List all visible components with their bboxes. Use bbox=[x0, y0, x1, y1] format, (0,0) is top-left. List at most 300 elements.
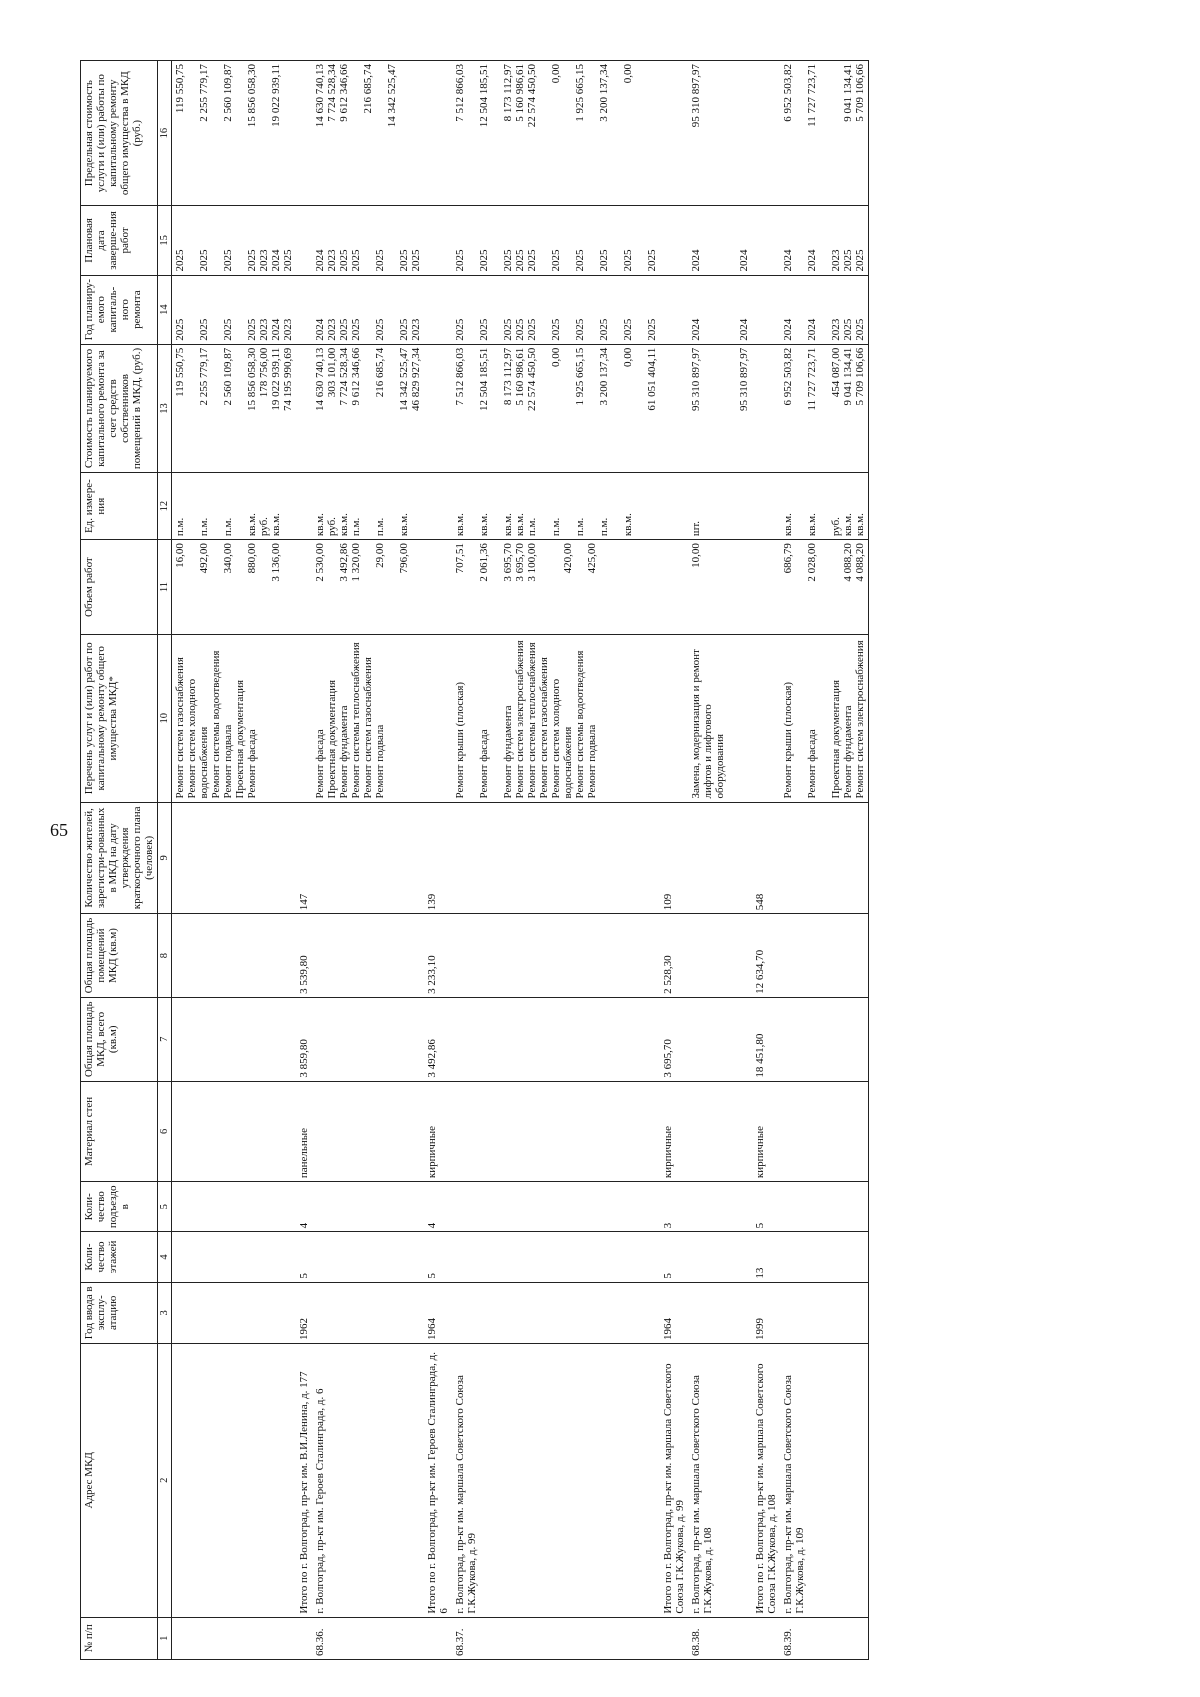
cell-line: 6 952 503,82 bbox=[782, 64, 794, 122]
cell-line: 2024 bbox=[690, 249, 702, 272]
table-row bbox=[312, 61, 424, 1660]
rotated-page bbox=[80, 60, 1200, 1660]
table-cell: 68.37. bbox=[452, 1617, 660, 1659]
cell-line: 5 709 106,66 bbox=[854, 64, 866, 122]
cell-line bbox=[362, 279, 374, 341]
cell-line: Ремонт фасада bbox=[478, 729, 490, 799]
table-cell bbox=[312, 275, 424, 344]
cell-line bbox=[386, 348, 398, 469]
cell-line: 7 512 866,03 bbox=[454, 347, 466, 406]
cell-line: 46 829 927,34 bbox=[410, 347, 422, 411]
cell-line: 2023 bbox=[282, 318, 294, 341]
cell-line bbox=[702, 279, 714, 341]
cell-line bbox=[466, 638, 478, 798]
cell-line: Проектная документация bbox=[326, 679, 338, 799]
cell-line bbox=[466, 209, 478, 271]
cell-line: 2024 bbox=[738, 249, 750, 272]
cell-line bbox=[466, 543, 478, 631]
cell-line bbox=[818, 543, 830, 631]
cell-line bbox=[186, 209, 198, 271]
cell-line bbox=[726, 348, 738, 469]
cell-line bbox=[362, 209, 374, 271]
cell-line: 2025 bbox=[246, 249, 258, 272]
cell-line bbox=[794, 348, 806, 469]
table-cell bbox=[752, 275, 780, 344]
cell-line bbox=[538, 543, 550, 631]
cell-line bbox=[634, 209, 646, 271]
cell-line: 3 136,00 bbox=[270, 543, 282, 582]
table-cell: 3 bbox=[660, 1182, 688, 1232]
table-cell bbox=[424, 635, 452, 802]
table-cell bbox=[172, 540, 297, 635]
table-cell bbox=[452, 61, 660, 206]
cell-line: кв.м. bbox=[314, 513, 326, 537]
table-cell: 68.39. bbox=[780, 1617, 869, 1659]
cell-line: 16,00 bbox=[174, 543, 186, 568]
cell-line: п.м. bbox=[222, 517, 234, 537]
cell-line: 2025 bbox=[574, 318, 586, 341]
cell-line: 2025 bbox=[350, 249, 362, 272]
cell-line bbox=[794, 64, 806, 202]
cell-line bbox=[466, 64, 478, 202]
cell-line: 2 255 779,17 bbox=[198, 347, 210, 406]
header-cell: Общая площадь МКД, всего (кв.м) bbox=[81, 997, 158, 1081]
table-cell bbox=[312, 635, 424, 802]
cell-line: 2025 bbox=[246, 318, 258, 341]
cell-line: 4 088,20 bbox=[854, 543, 866, 582]
cell-line bbox=[610, 279, 622, 341]
table-cell: 1999 bbox=[752, 1282, 780, 1343]
table-cell bbox=[312, 61, 424, 206]
cell-line: руб. bbox=[326, 517, 338, 537]
table-cell bbox=[780, 540, 869, 635]
cell-line: Ремонт подвала bbox=[374, 724, 386, 799]
cell-line: 2023 bbox=[326, 318, 338, 341]
cell-line bbox=[234, 279, 246, 341]
cell-line: 1 320,00 bbox=[350, 543, 362, 582]
cell-line: кв.м. bbox=[806, 513, 818, 537]
cell-line bbox=[386, 279, 398, 341]
table-cell bbox=[688, 61, 752, 206]
cell-line: 3 200 137,34 bbox=[598, 347, 610, 406]
header-row bbox=[81, 61, 158, 1660]
table-cell bbox=[296, 1617, 312, 1659]
table-cell bbox=[172, 914, 297, 998]
cell-line: 2025 bbox=[222, 318, 234, 341]
table-cell bbox=[452, 344, 660, 472]
cell-line: 9 041 134,41 bbox=[842, 64, 854, 122]
cell-line: Ремонт системы водоотведения bbox=[574, 650, 586, 799]
cell-line: п.м. bbox=[598, 517, 610, 537]
table-row bbox=[424, 61, 452, 1660]
cell-line bbox=[490, 209, 502, 271]
cell-line: 707,51 bbox=[454, 543, 466, 574]
column-number-cell: 15 bbox=[158, 206, 172, 275]
cell-line: 9 612 346,66 bbox=[350, 347, 362, 406]
cell-line bbox=[702, 348, 714, 469]
header-cell: Перечень услуг и (или) работ по капитальному ремонту общего имущества МКД* bbox=[81, 635, 158, 802]
cell-line: Ремонт фасада bbox=[246, 729, 258, 799]
header-cell: Год ввода в эксплу-атацию bbox=[81, 1282, 158, 1343]
cell-line: Ремонт крыши (плоская) bbox=[782, 681, 794, 799]
column-number-cell: 8 bbox=[158, 914, 172, 998]
cell-line bbox=[714, 209, 726, 271]
cell-line: кв.м. bbox=[454, 513, 466, 537]
cell-line: Ремонт подвала bbox=[586, 724, 598, 799]
table-cell: кирпичные bbox=[660, 1081, 688, 1181]
column-number-cell: 2 bbox=[158, 1344, 172, 1618]
cell-line: 2025 bbox=[338, 318, 350, 341]
cell-line: 2025 bbox=[174, 318, 186, 341]
table-cell: 5 bbox=[296, 1232, 312, 1282]
cell-line: 95 310 897,97 bbox=[738, 347, 750, 411]
column-numbers-row bbox=[158, 61, 172, 1660]
cell-line: 2025 bbox=[350, 318, 362, 341]
table-cell bbox=[688, 1232, 752, 1282]
table-cell bbox=[296, 344, 312, 472]
cell-line: Ремонт систем газоснабжения bbox=[538, 657, 550, 799]
table-cell bbox=[780, 1282, 869, 1343]
cell-line: 2025 bbox=[374, 318, 386, 341]
cell-line: 2025 bbox=[842, 249, 854, 272]
table-cell bbox=[312, 473, 424, 540]
table-cell bbox=[780, 802, 869, 914]
column-number-cell: 14 bbox=[158, 275, 172, 344]
cell-line bbox=[362, 543, 374, 631]
cell-line: 2025 bbox=[198, 318, 210, 341]
cell-line bbox=[466, 476, 478, 536]
cell-line: 2025 bbox=[598, 249, 610, 272]
cell-line bbox=[634, 279, 646, 341]
cell-line bbox=[794, 476, 806, 536]
cell-line: 6 952 503,82 bbox=[782, 347, 794, 406]
cell-line: 7 724 528,34 bbox=[338, 347, 350, 406]
column-number-cell: 1 bbox=[158, 1617, 172, 1659]
table-cell bbox=[424, 275, 452, 344]
cell-line: 19 022 939,11 bbox=[270, 347, 282, 411]
table-cell bbox=[296, 473, 312, 540]
cell-line: 15 856 058,30 bbox=[246, 347, 258, 411]
cell-line: Ремонт фасада bbox=[314, 729, 326, 799]
table-cell: 548 bbox=[752, 802, 780, 914]
cell-line: 2025 bbox=[526, 249, 538, 272]
cell-line: 420,00 bbox=[562, 543, 574, 574]
header-cell: Стоимость планируемого капитального ремонта за счет средств собственников помещений в МКД, (руб.) bbox=[81, 344, 158, 472]
cell-line bbox=[466, 279, 478, 341]
table-row bbox=[172, 61, 297, 1660]
table-cell bbox=[688, 206, 752, 275]
table-cell bbox=[312, 914, 424, 998]
table-cell bbox=[172, 1344, 297, 1618]
cell-line: 2025 bbox=[478, 318, 490, 341]
table-cell bbox=[688, 275, 752, 344]
cell-line bbox=[830, 543, 842, 631]
cell-line bbox=[210, 476, 222, 536]
header-cell: Ед. измере-ния bbox=[81, 473, 158, 540]
cell-line: 178 756,00 bbox=[258, 347, 270, 398]
cell-line bbox=[186, 348, 198, 469]
table-cell bbox=[424, 61, 452, 206]
cell-line: Ремонт фундамента bbox=[502, 705, 514, 799]
table-cell: г. Волгоград, пр-кт им. маршала Советского Союза Г.К.Жукова, д. 109 bbox=[780, 1344, 869, 1618]
table-cell bbox=[172, 344, 297, 472]
cell-line: Ремонт систем холодного водоснабжения bbox=[550, 678, 574, 799]
cell-line bbox=[234, 64, 246, 202]
cell-line bbox=[562, 348, 574, 469]
table-cell bbox=[452, 540, 660, 635]
cell-line bbox=[210, 543, 222, 631]
cell-line bbox=[362, 348, 374, 469]
cell-line: 8 173 112,97 bbox=[502, 64, 514, 122]
cell-line: руб. bbox=[830, 517, 842, 537]
cell-line bbox=[586, 209, 598, 271]
cell-line: 2025 bbox=[478, 249, 490, 272]
cell-line: 0,00 bbox=[550, 64, 562, 84]
table-cell: 3 539,80 bbox=[296, 914, 312, 998]
cell-line bbox=[726, 209, 738, 271]
table-cell: 3 233,10 bbox=[424, 914, 452, 998]
cell-line bbox=[794, 279, 806, 341]
cell-line: Ремонт систем газоснабжения bbox=[174, 657, 186, 799]
cell-line: 95 310 897,97 bbox=[690, 64, 702, 128]
cell-line bbox=[490, 348, 502, 469]
cell-line bbox=[610, 209, 622, 271]
table-cell bbox=[780, 997, 869, 1081]
cell-line: 11 727 723,71 bbox=[806, 347, 818, 411]
cell-line: Ремонт системы теплоснабжения bbox=[526, 642, 538, 799]
header-cell: № п/п bbox=[81, 1617, 158, 1659]
table-row bbox=[752, 61, 780, 1660]
cell-line: 2025 bbox=[574, 249, 586, 272]
table-cell bbox=[660, 1617, 688, 1659]
cell-line bbox=[562, 279, 574, 341]
table-cell bbox=[752, 344, 780, 472]
cell-line: 119 550,75 bbox=[174, 64, 186, 114]
cell-line: 2025 bbox=[502, 249, 514, 272]
table-cell bbox=[780, 1232, 869, 1282]
cell-line: 2 028,00 bbox=[806, 543, 818, 582]
cell-line: 119 550,75 bbox=[174, 347, 186, 397]
cell-line: 2024 bbox=[314, 318, 326, 341]
table-cell bbox=[296, 635, 312, 802]
cell-line: 14 342 525,47 bbox=[386, 64, 398, 128]
cell-line bbox=[726, 279, 738, 341]
cell-line: 11 727 723,71 bbox=[806, 64, 818, 127]
cell-line: кв.м. bbox=[782, 513, 794, 537]
table-cell: Итого по г. Волгоград, пр-кт им. маршала Советского Союза Г.К.Жукова, д. 99 bbox=[660, 1344, 688, 1618]
cell-line bbox=[210, 209, 222, 271]
cell-line: 14 342 525,47 bbox=[398, 347, 410, 411]
table-cell bbox=[780, 61, 869, 206]
table-cell bbox=[660, 473, 688, 540]
cell-line: 2025 bbox=[338, 249, 350, 272]
cell-line bbox=[326, 543, 338, 631]
table-cell: 109 bbox=[660, 802, 688, 914]
cell-line bbox=[386, 209, 398, 271]
table-cell: 5 bbox=[660, 1232, 688, 1282]
capital-repair-table bbox=[80, 60, 869, 1660]
cell-line bbox=[466, 348, 478, 469]
cell-line: 9 612 346,66 bbox=[338, 64, 350, 122]
cell-line bbox=[574, 543, 586, 631]
cell-line: 2 560 109,87 bbox=[222, 64, 234, 122]
table-cell bbox=[296, 61, 312, 206]
cell-line bbox=[562, 476, 574, 536]
cell-line: 29,00 bbox=[374, 543, 386, 568]
table-row bbox=[688, 61, 752, 1660]
cell-line: 74 195 990,69 bbox=[282, 347, 294, 411]
cell-line: кв.м. bbox=[854, 513, 866, 537]
cell-line bbox=[634, 348, 646, 469]
table-cell bbox=[780, 914, 869, 998]
cell-line bbox=[818, 638, 830, 798]
cell-line bbox=[258, 543, 270, 631]
cell-line: 2025 bbox=[398, 318, 410, 341]
cell-line: 454 087,00 bbox=[830, 347, 842, 398]
table-cell: 4 bbox=[424, 1182, 452, 1232]
header-cell: Коли-чество этажей bbox=[81, 1232, 158, 1282]
cell-line: 8 173 112,97 bbox=[502, 347, 514, 406]
cell-line bbox=[818, 348, 830, 469]
cell-line: п.м. bbox=[374, 517, 386, 537]
cell-line bbox=[714, 348, 726, 469]
cell-line: 22 574 450,50 bbox=[526, 347, 538, 411]
table-cell bbox=[452, 1081, 660, 1181]
cell-line bbox=[186, 279, 198, 341]
table-cell: 3 859,80 bbox=[296, 997, 312, 1081]
table-cell bbox=[688, 344, 752, 472]
cell-line: п.м. bbox=[550, 517, 562, 537]
table-cell bbox=[452, 1232, 660, 1282]
table-row bbox=[452, 61, 660, 1660]
table-cell bbox=[780, 1081, 869, 1181]
cell-line: кв.м. bbox=[622, 513, 634, 537]
table-cell bbox=[312, 1182, 424, 1232]
cell-line: 2 061,36 bbox=[478, 543, 490, 582]
table-cell bbox=[452, 914, 660, 998]
cell-line bbox=[586, 279, 598, 341]
cell-line bbox=[234, 348, 246, 469]
cell-line: кв.м. bbox=[246, 513, 258, 537]
table-cell: 1964 bbox=[424, 1282, 452, 1343]
cell-line bbox=[538, 279, 550, 341]
cell-line bbox=[714, 279, 726, 341]
cell-line bbox=[350, 64, 362, 202]
cell-line: 2025 bbox=[282, 249, 294, 272]
cell-line: Ремонт систем электроснабжения bbox=[514, 640, 526, 799]
cell-line: 2025 bbox=[410, 249, 422, 272]
column-number-cell: 7 bbox=[158, 997, 172, 1081]
cell-line: руб. bbox=[258, 517, 270, 537]
table-cell bbox=[752, 635, 780, 802]
table-cell bbox=[688, 802, 752, 914]
cell-line: 2025 bbox=[854, 249, 866, 272]
table-cell bbox=[312, 1232, 424, 1282]
cell-line: Ремонт систем электроснабжения bbox=[854, 640, 866, 799]
cell-line bbox=[234, 209, 246, 271]
cell-line bbox=[562, 64, 574, 202]
cell-line bbox=[210, 64, 222, 202]
cell-line: 2025 bbox=[374, 249, 386, 272]
cell-line: 14 630 740,13 bbox=[314, 347, 326, 411]
cell-line bbox=[490, 638, 502, 798]
cell-line bbox=[538, 64, 550, 202]
table-cell: Итого по г. Волгоград, пр-кт им. маршала Советского Союза Г.К.Жукова, д. 108 bbox=[752, 1344, 780, 1618]
cell-line: 2023 bbox=[830, 249, 842, 272]
cell-line bbox=[610, 476, 622, 536]
table-cell: 3 492,86 bbox=[424, 997, 452, 1081]
cell-line bbox=[374, 64, 386, 202]
cell-line bbox=[210, 348, 222, 469]
column-number-cell: 12 bbox=[158, 473, 172, 540]
table-row bbox=[296, 61, 312, 1660]
cell-line: 2023 bbox=[258, 318, 270, 341]
cell-line: Проектная документация bbox=[234, 679, 246, 799]
page-number: 65 bbox=[50, 820, 68, 840]
cell-line: Ремонт подвала bbox=[222, 724, 234, 799]
cell-line: 2024 bbox=[782, 318, 794, 341]
table-cell bbox=[424, 473, 452, 540]
header-cell: Объем работ bbox=[81, 540, 158, 635]
cell-line bbox=[586, 64, 598, 202]
table-cell: 18 451,80 bbox=[752, 997, 780, 1081]
cell-line: 22 574 450,50 bbox=[526, 64, 538, 128]
column-number-cell: 10 bbox=[158, 635, 172, 802]
cell-line: 61 051 404,11 bbox=[646, 347, 658, 411]
table-body bbox=[172, 61, 869, 1660]
table-cell: 139 bbox=[424, 802, 452, 914]
header-cell: Общая площадь помещений МКД (кв.м) bbox=[81, 914, 158, 998]
cell-line bbox=[186, 543, 198, 631]
cell-line: Ремонт фундамента bbox=[842, 705, 854, 799]
cell-line: Ремонт системы водоотведения bbox=[210, 650, 222, 799]
table-cell: 4 bbox=[296, 1182, 312, 1232]
cell-line: кв.м. bbox=[338, 513, 350, 537]
cell-line: 12 504 185,51 bbox=[478, 347, 490, 411]
cell-line: кв.м. bbox=[270, 513, 282, 537]
table-cell: 2 528,30 bbox=[660, 914, 688, 998]
cell-line: 2023 bbox=[326, 249, 338, 272]
cell-line: 3 492,86 bbox=[338, 543, 350, 582]
cell-line: 216 685,74 bbox=[374, 347, 386, 398]
table-row bbox=[660, 61, 688, 1660]
cell-line bbox=[818, 64, 830, 202]
table-cell bbox=[424, 206, 452, 275]
cell-line: 1 925 665,15 bbox=[574, 347, 586, 406]
table-cell bbox=[172, 1232, 297, 1282]
cell-line: п.м. bbox=[174, 517, 186, 537]
table-cell bbox=[312, 802, 424, 914]
cell-line: 0,00 bbox=[622, 64, 634, 84]
cell-line: кв.м. bbox=[502, 513, 514, 537]
cell-line bbox=[186, 476, 198, 536]
cell-line: 4 088,20 bbox=[842, 543, 854, 582]
table-cell bbox=[452, 206, 660, 275]
table-cell bbox=[660, 635, 688, 802]
cell-line bbox=[610, 348, 622, 469]
table-cell: панельные bbox=[296, 1081, 312, 1181]
table-cell bbox=[452, 275, 660, 344]
cell-line: 2025 bbox=[842, 318, 854, 341]
header-cell: Предельная стоимость услуги и (или) работы по капитальному ремонту общего имущества в МКД (руб.) bbox=[81, 61, 158, 206]
cell-line: кв.м. bbox=[478, 513, 490, 537]
cell-line: 2 530,00 bbox=[314, 543, 326, 582]
table-cell bbox=[688, 473, 752, 540]
cell-line bbox=[210, 279, 222, 341]
table-cell: 3 695,70 bbox=[660, 997, 688, 1081]
table-cell: Итого по г. Волгоград, пр-кт им. В.И.Ленина, д. 177 bbox=[296, 1344, 312, 1618]
cell-line: шт. bbox=[690, 520, 702, 537]
